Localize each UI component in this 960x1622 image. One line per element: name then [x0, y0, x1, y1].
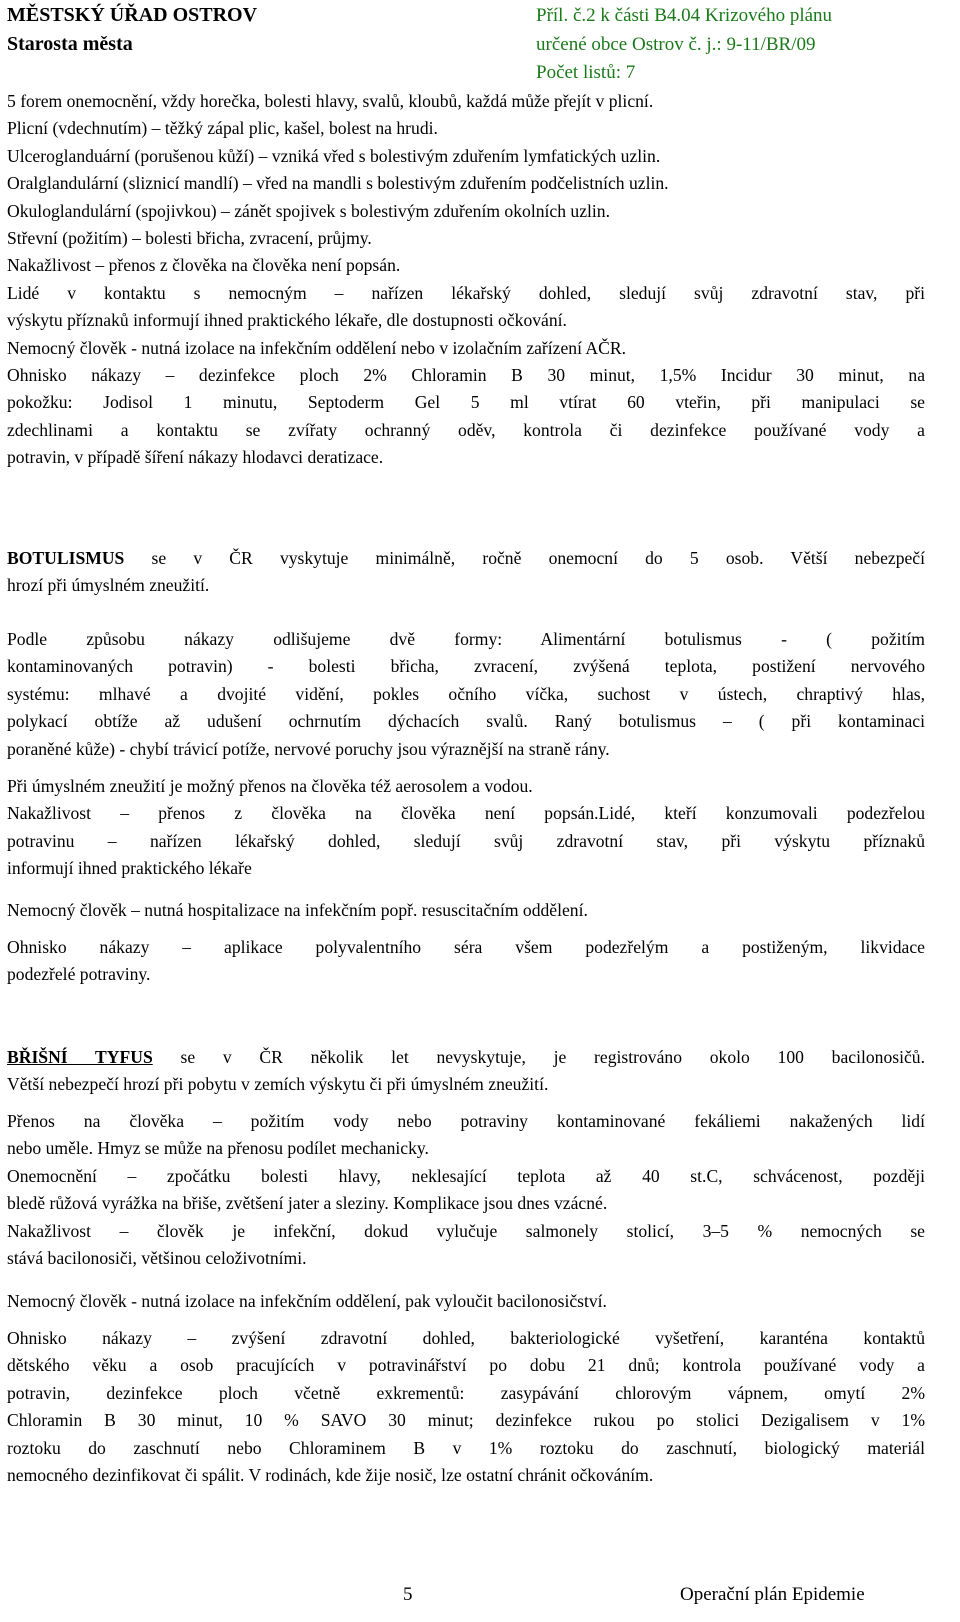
text-line: Onemocnění – zpočátku bolesti hlavy, neklesající teplota až 40 st.C, schvácenost, později: [7, 1165, 925, 1186]
botulismus-misuse-paragraph: [7, 773, 925, 883]
text-line: poraněné kůže) - chybí trávicí potíže, nervové poruchy jsou výraznější na straně rány.: [7, 738, 610, 759]
text-line: nebo uměle. Hmyz se může na přenosu podílet mechanicky.: [7, 1138, 429, 1159]
tyfus-heading: BŘIŠNÍ TYFUS: [7, 1047, 153, 1067]
tyfus-focus-paragraph: [7, 1325, 925, 1489]
text-line: hrozí při úmyslném zneužití.: [7, 575, 210, 596]
text-line: Ulceroglanduární (porušenou kůží) – vzniká vřed s bolestivým zduřením lymfatických uzlin.: [7, 145, 661, 166]
text-line: se v ČR vyskytuje minimálně, ročně onemocní do 5 osob. Větší nebezpečí: [124, 548, 925, 568]
text-line: Nakažlivost – člověk je infekční, dokud vylučuje salmonely stolicí, 3–5 % nemocných se: [7, 1220, 925, 1241]
text-line: Chloramin B 30 minut, 10 % SAVO 30 minut; dezinfekce rukou po stolici Dezigalisem v 1%: [7, 1410, 925, 1431]
text-line: Okuloglandulární (spojivkou) – zánět spojivek s bolestivým zduřením okolních uzlin.: [7, 200, 610, 221]
tyfus-patient-paragraph: [7, 1288, 925, 1315]
text-line: Nakažlivost – přenos z člověka na člověka není popsán.: [7, 255, 401, 276]
text-line: bledě růžová vyrážka na břiše, zvětšení jater a sleziny. Komplikace jsou dnes vzácné.: [7, 1193, 608, 1214]
text-line: Podle způsobu nákazy odlišujeme dvě formy: Alimentární botulismus - ( požitím: [7, 629, 925, 649]
text-line: dětského věku a osob pracujících v potravinářství po dobu 21 dnů; kontrola používané vody a: [7, 1355, 925, 1376]
text-line: pokožku: Jodisol 1 minutu, Septoderm Gel 5 ml vtírat 60 vteřin, při manipulaci se: [7, 392, 925, 413]
attachment-label: Příl. č.2 k části B4.04 Krizového plánu: [536, 5, 833, 26]
text-line: Při úmyslném zneužití je možný přenos na člověka též aerosolem a vodou.: [7, 776, 533, 796]
text-line: Nemocný člověk - nutná izolace na infekčním oddělení, pak vyloučit bacilonosičství.: [7, 1291, 607, 1311]
text-line: kontaminovaných potravin) - bolesti břicha, zvracení, zvýšená teplota, postižení nervového: [7, 656, 925, 677]
section-tyfus-intro: [7, 1044, 925, 1099]
text-line: Nemocný člověk – nutná hospitalizace na infekčním popř. resuscitačním oddělení.: [7, 900, 588, 920]
text-line: zdechlinami a kontaktu se zvířaty ochranný oděv, kontrola či dezinfekce používané vody a: [7, 419, 925, 440]
text-line: potravin, v případě šíření nákazy hlodavci deratizace.: [7, 447, 384, 468]
mayor-label: Starosta města: [7, 33, 133, 55]
text-line: Oralglandulární (sliznicí mandlí) – vřed na mandli s bolestivým zduřením podčelistních uzlin.: [7, 173, 669, 194]
sheet-count: Počet listů: 7: [536, 62, 636, 83]
botulismus-forms-paragraph: [7, 626, 925, 763]
text-line: systému: mlhavé a dvojité vidění, pokles očního víčka, suchost v ústech, chraptivý hlas,: [7, 683, 925, 704]
text-line: stává bacilonosiči, většinou celoživotními.: [7, 1248, 307, 1269]
text-line: výskytu příznaků informují ihned praktického lékaře, dle dostupnosti očkování.: [7, 310, 567, 331]
text-line: Větší nebezpečí hrozí při pobytu v zemích výskytu či při úmyslném zneužití.: [7, 1074, 549, 1095]
text-line: podezřelé potraviny.: [7, 964, 151, 985]
section-forms: [7, 88, 925, 472]
text-line: Plicní (vdechnutím) – těžký zápal plic, kašel, bolest na hrudi.: [7, 118, 438, 139]
office-name: MĚSTSKÝ ÚŘAD OSTROV: [7, 4, 258, 26]
text-line: Střevní (požitím) – bolesti břicha, zvracení, průjmy.: [7, 228, 372, 249]
text-line: Přenos na člověka – požitím vody nebo potraviny kontaminované fekáliemi nakažených lidí: [7, 1111, 925, 1131]
botulismus-patient-paragraph: [7, 897, 925, 924]
text-line: se v ČR několik let nevyskytuje, je registrováno okolo 100 bacilonosičů.: [152, 1047, 925, 1067]
botulismus-focus-paragraph: [7, 934, 925, 989]
section-botulismus-intro: [7, 545, 925, 600]
text-line: potravinu – nařízen lékařský dohled, sledují svůj zdravotní stav, při výskytu příznaků: [7, 830, 925, 851]
text-line: Nakažlivost – přenos z člověka na člověka není popsán.Lidé, kteří konzumovali podezřelou: [7, 803, 925, 824]
text-line: polykací obtíže až udušení ochrnutím dýchacích svalů. Raný botulismus – ( při kontaminaci: [7, 711, 925, 732]
text-line: Ohnisko nákazy – dezinfekce ploch 2% Chloramin B 30 minut, 1,5% Incidur 30 minut, na: [7, 365, 925, 386]
text-line: Ohnisko nákazy – aplikace polyvalentního séra všem podezřelým a postiženým, likvidace: [7, 937, 925, 957]
plan-name: Operační plán Epidemie: [680, 1584, 865, 1605]
tyfus-transmission-paragraph: [7, 1108, 925, 1272]
text-line: informují ihned praktického lékaře: [7, 858, 252, 879]
text-line: 5 forem onemocnění, vždy horečka, bolesti hlavy, svalů, kloubů, každá může přejít v plicní.: [7, 91, 654, 111]
reference-number: určené obce Ostrov č. j.: 9-11/BR/09: [536, 34, 816, 55]
text-line: Ohnisko nákazy – zvýšení zdravotní dohled, bakteriologické vyšetření, karanténa kontaktů: [7, 1328, 925, 1348]
text-line: Lidé v kontaktu s nemocným – nařízen lékařský dohled, sledují svůj zdravotní stav, při: [7, 282, 925, 303]
botulismus-heading: BOTULISMUS: [7, 548, 125, 568]
text-line: nemocného dezinfikovat či spálit. V rodinách, kde žije nosič, lze ostatní chránit očkováním.: [7, 1465, 654, 1486]
text-line: Nemocný člověk - nutná izolace na infekčním oddělení nebo v izolačním zařízení AČR.: [7, 337, 626, 358]
text-line: potravin, dezinfekce ploch včetně exkrementů: zasypávání chlorovým vápnem, omytí 2%: [7, 1382, 925, 1403]
page-number: 5: [403, 1584, 413, 1605]
text-line: roztoku do zaschnutí nebo Chloraminem B v 1% roztoku do zaschnutí, biologický materiál: [7, 1437, 925, 1458]
